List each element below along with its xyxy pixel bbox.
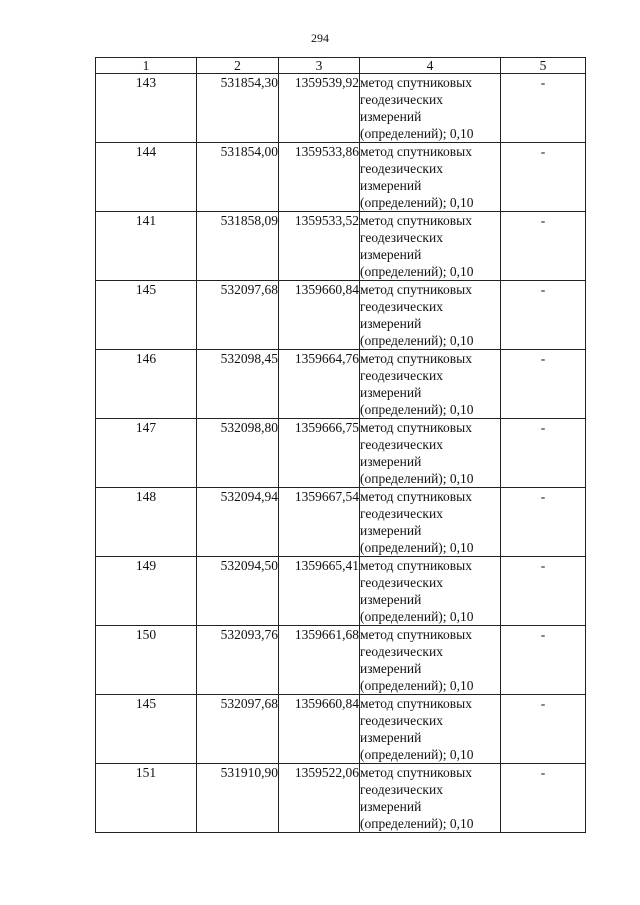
method-text-line: метод спутниковых: [360, 696, 472, 711]
method-cell: [360, 626, 501, 695]
method-text-line: (определений); 0,10: [360, 747, 474, 762]
header-cell-3: 3: [279, 58, 360, 74]
method-text-line: метод спутниковых: [360, 627, 472, 642]
note-cell: -: [501, 557, 586, 626]
header-cell-1: 1: [96, 58, 197, 74]
method-text-line: геодезических: [360, 506, 443, 521]
method-text-line: (определений); 0,10: [360, 678, 474, 693]
note-cell: -: [501, 695, 586, 764]
table-row: [96, 74, 586, 143]
method-text-line: метод спутниковых: [360, 420, 472, 435]
point-number-cell: 145: [96, 281, 197, 350]
point-number-cell: 141: [96, 212, 197, 281]
method-cell: [360, 281, 501, 350]
method-text-line: измерений: [360, 454, 422, 469]
x-coordinate-cell: 532098,45: [197, 350, 279, 419]
method-text-line: метод спутниковых: [360, 75, 472, 90]
method-text-line: метод спутниковых: [360, 558, 472, 573]
method-text-line: измерений: [360, 178, 422, 193]
method-text-line: метод спутниковых: [360, 351, 472, 366]
method-text-line: метод спутниковых: [360, 489, 472, 504]
table-row: [96, 557, 586, 626]
table-row: [96, 281, 586, 350]
table-row: [96, 695, 586, 764]
point-number-cell: 146: [96, 350, 197, 419]
x-coordinate-cell: 532094,50: [197, 557, 279, 626]
method-text-line: геодезических: [360, 713, 443, 728]
note-cell: -: [501, 350, 586, 419]
method-text-line: измерений: [360, 109, 422, 124]
method-text-line: метод спутниковых: [360, 282, 472, 297]
page-number: 294: [311, 31, 329, 45]
x-coordinate-cell: 531858,09: [197, 212, 279, 281]
y-coordinate-cell: 1359660,84: [279, 281, 360, 350]
method-text-line: (определений); 0,10: [360, 816, 474, 831]
method-text-line: измерений: [360, 661, 422, 676]
note-cell: -: [501, 143, 586, 212]
method-cell: [360, 74, 501, 143]
method-text-line: измерений: [360, 730, 422, 745]
method-cell: [360, 212, 501, 281]
method-text-line: (определений); 0,10: [360, 264, 474, 279]
method-text-line: (определений); 0,10: [360, 402, 474, 417]
method-text-line: измерений: [360, 247, 422, 262]
method-text-line: геодезических: [360, 644, 443, 659]
method-cell: [360, 695, 501, 764]
method-cell: [360, 350, 501, 419]
method-cell: [360, 419, 501, 488]
point-number-cell: 149: [96, 557, 197, 626]
table-row: [96, 488, 586, 557]
header-cell-4: 4: [360, 58, 501, 74]
x-coordinate-cell: 532097,68: [197, 695, 279, 764]
method-text-line: геодезических: [360, 92, 443, 107]
method-text-line: (определений); 0,10: [360, 195, 474, 210]
method-text-line: измерений: [360, 799, 422, 814]
note-cell: -: [501, 74, 586, 143]
point-number-cell: 147: [96, 419, 197, 488]
method-text-line: геодезических: [360, 437, 443, 452]
point-number-cell: 144: [96, 143, 197, 212]
table-header: [96, 58, 586, 74]
x-coordinate-cell: 531854,00: [197, 143, 279, 212]
x-coordinate-cell: 531854,30: [197, 74, 279, 143]
method-text-line: геодезических: [360, 782, 443, 797]
y-coordinate-cell: 1359533,86: [279, 143, 360, 212]
method-text-line: геодезических: [360, 368, 443, 383]
table-body: [96, 74, 586, 833]
y-coordinate-cell: 1359539,92: [279, 74, 360, 143]
method-text-line: (определений); 0,10: [360, 333, 474, 348]
note-cell: -: [501, 626, 586, 695]
y-coordinate-cell: 1359522,06: [279, 764, 360, 833]
table-row: [96, 350, 586, 419]
point-number-cell: 151: [96, 764, 197, 833]
method-text-line: (определений); 0,10: [360, 126, 474, 141]
table-row: [96, 764, 586, 833]
x-coordinate-cell: 532094,94: [197, 488, 279, 557]
x-coordinate-cell: 532097,68: [197, 281, 279, 350]
table-row: [96, 419, 586, 488]
header-row: [96, 58, 586, 74]
point-number-cell: 148: [96, 488, 197, 557]
y-coordinate-cell: 1359665,41: [279, 557, 360, 626]
method-text-line: геодезических: [360, 575, 443, 590]
method-text-line: измерений: [360, 523, 422, 538]
method-cell: [360, 764, 501, 833]
method-text-line: метод спутниковых: [360, 765, 472, 780]
method-text-line: метод спутниковых: [360, 144, 472, 159]
method-text-line: метод спутниковых: [360, 213, 472, 228]
note-cell: -: [501, 419, 586, 488]
y-coordinate-cell: 1359533,52: [279, 212, 360, 281]
method-text-line: измерений: [360, 316, 422, 331]
method-text-line: измерений: [360, 385, 422, 400]
point-number-cell: 143: [96, 74, 197, 143]
note-cell: -: [501, 212, 586, 281]
table-row: [96, 212, 586, 281]
method-text-line: (определений); 0,10: [360, 609, 474, 624]
note-cell: -: [501, 281, 586, 350]
y-coordinate-cell: 1359660,84: [279, 695, 360, 764]
point-number-cell: 150: [96, 626, 197, 695]
method-cell: [360, 143, 501, 212]
table-row: [96, 626, 586, 695]
y-coordinate-cell: 1359667,54: [279, 488, 360, 557]
header-cell-2: 2: [197, 58, 279, 74]
method-text-line: (определений); 0,10: [360, 471, 474, 486]
point-number-cell: 145: [96, 695, 197, 764]
y-coordinate-cell: 1359666,75: [279, 419, 360, 488]
method-text-line: (определений); 0,10: [360, 540, 474, 555]
x-coordinate-cell: 532098,80: [197, 419, 279, 488]
note-cell: -: [501, 764, 586, 833]
note-cell: -: [501, 488, 586, 557]
x-coordinate-cell: 532093,76: [197, 626, 279, 695]
y-coordinate-cell: 1359661,68: [279, 626, 360, 695]
method-text-line: геодезических: [360, 299, 443, 314]
header-cell-5: 5: [501, 58, 586, 74]
table-row: [96, 143, 586, 212]
method-text-line: геодезических: [360, 230, 443, 245]
y-coordinate-cell: 1359664,76: [279, 350, 360, 419]
coordinates-table: [95, 57, 586, 833]
x-coordinate-cell: 531910,90: [197, 764, 279, 833]
method-text-line: геодезических: [360, 161, 443, 176]
method-text-line: измерений: [360, 592, 422, 607]
method-cell: [360, 557, 501, 626]
method-cell: [360, 488, 501, 557]
